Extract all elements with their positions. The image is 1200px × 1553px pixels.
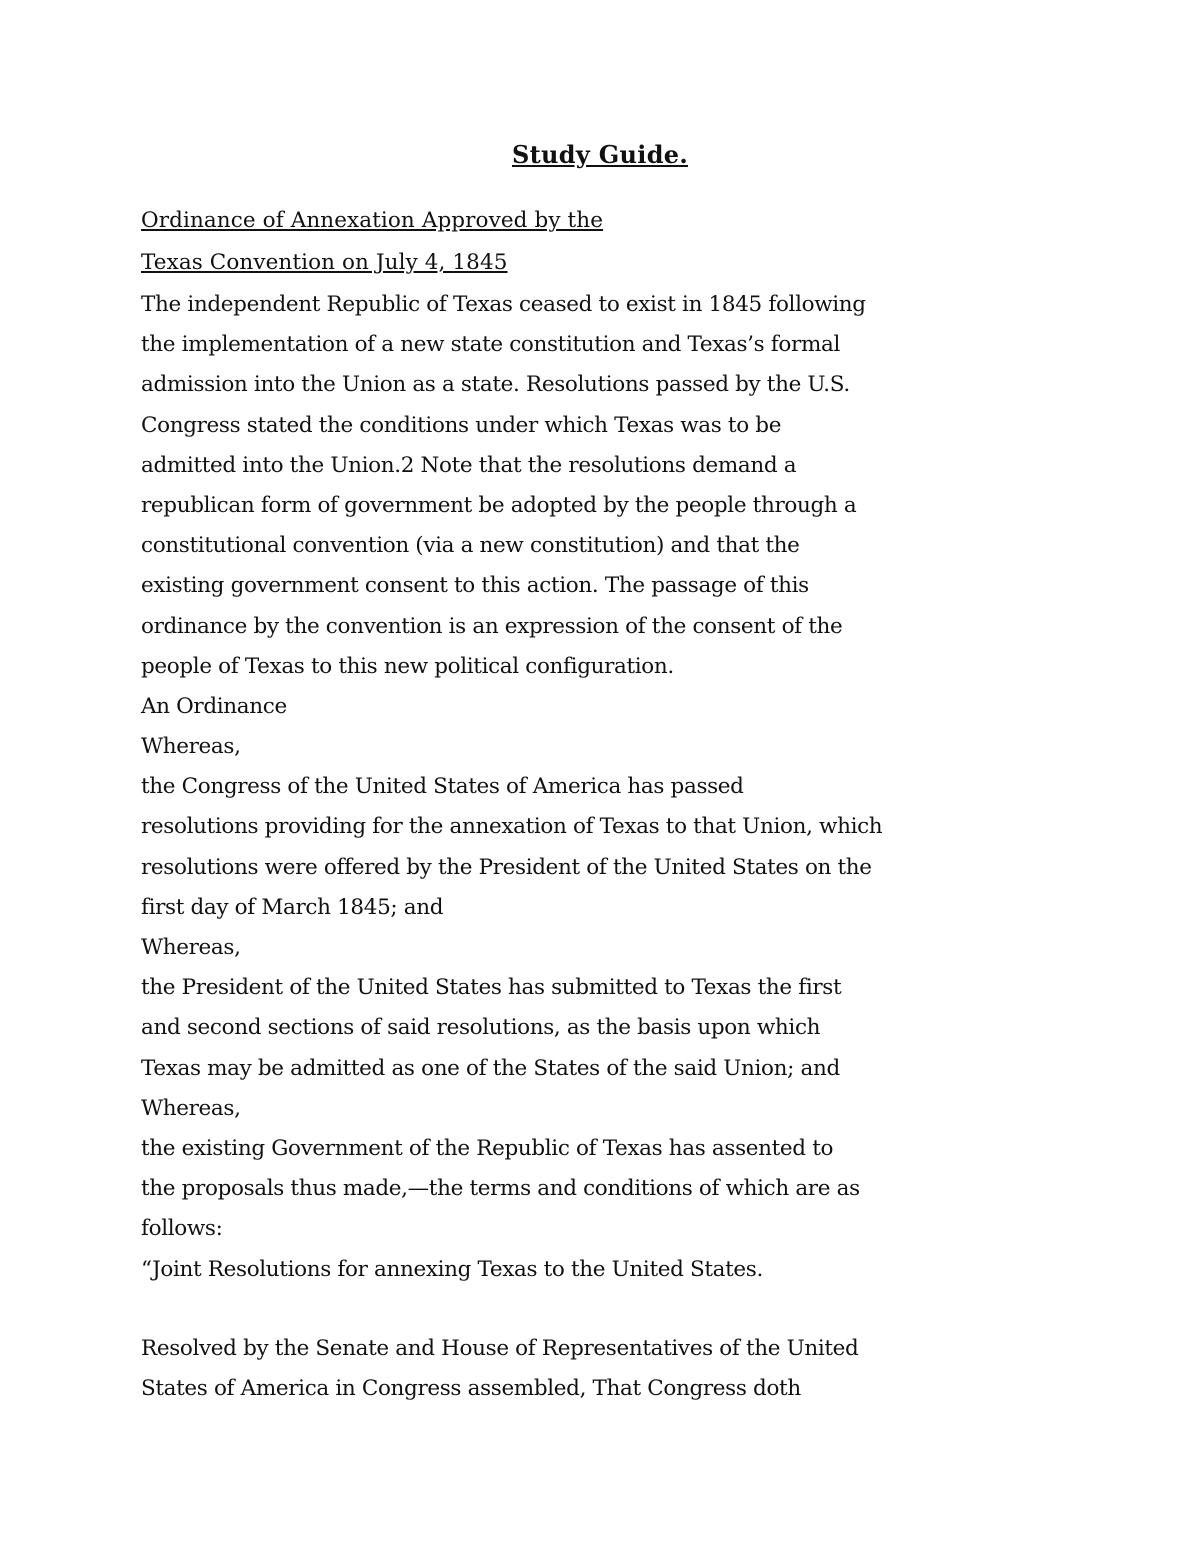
intro-paragraph <box>141 285 901 687</box>
intro-line: existing government consent to this action. The passage of this <box>141 573 809 599</box>
ordinance-line: An Ordinance <box>141 693 287 719</box>
intro-line: Congress stated the conditions under which Texas was to be <box>141 412 782 438</box>
intro-line: ordinance by the convention is an expression of the consent of the <box>141 613 843 639</box>
ordinance-line: Whereas, <box>141 1095 241 1121</box>
ordinance-line: Whereas, <box>141 935 241 960</box>
intro-line: the implementation of a new state constitution and Texas’s formal <box>141 332 840 358</box>
paragraph-spacer <box>141 1290 901 1329</box>
resolved-line: States of America in Congress assembled, That Congress doth <box>141 1375 801 1401</box>
intro-line: admission into the Union as a state. Resolutions passed by the U.S. <box>141 372 850 398</box>
ordinance-line: the existing Government of the Republic of Texas has assented to <box>141 1135 834 1161</box>
intro-line: republican form of government be adopted by the people through a <box>141 492 857 518</box>
ordinance-line: “Joint Resolutions for annexing Texas to the United States. <box>141 1256 763 1282</box>
document-title: Study Guide. <box>511 140 689 169</box>
resolved-line: Resolved by the Senate and House of Representatives of the United <box>141 1335 859 1361</box>
ordinance-line: and second sections of said resolutions, as the basis upon which <box>141 1015 821 1041</box>
ordinance-line: first day of March 1845; and <box>141 894 444 920</box>
document-body <box>141 201 901 1409</box>
ordinance-text <box>141 687 901 1290</box>
ordinance-line: resolutions were offered by the President of the United States on the <box>141 854 872 880</box>
ordinance-line: Whereas, <box>141 734 241 760</box>
ordinance-line: follows: <box>141 1216 223 1242</box>
resolved-paragraph <box>141 1329 901 1409</box>
intro-line: admitted into the Union.2 Note that the resolutions demand a <box>141 452 797 478</box>
section-heading-line-2: Texas Convention on July 4, 1845 <box>141 250 508 275</box>
intro-line: constitutional convention (via a new constitution) and that the <box>141 533 800 559</box>
section-heading-line-1: Ordinance of Annexation Approved by the <box>141 208 604 233</box>
ordinance-line: Texas may be admitted as one of the States of the said Union; and <box>141 1055 840 1081</box>
intro-line: The independent Republic of Texas ceased to exist in 1845 following <box>141 292 866 317</box>
ordinance-line: the Congress of the United States of America has passed <box>141 774 744 800</box>
ordinance-line: the proposals thus made,—the terms and conditions of which are as <box>141 1176 860 1202</box>
intro-line: people of Texas to this new political configuration. <box>141 653 674 679</box>
ordinance-line: resolutions providing for the annexation of Texas to that Union, which <box>141 814 883 840</box>
ordinance-line: the President of the United States has submitted to Texas the first <box>141 975 842 1001</box>
